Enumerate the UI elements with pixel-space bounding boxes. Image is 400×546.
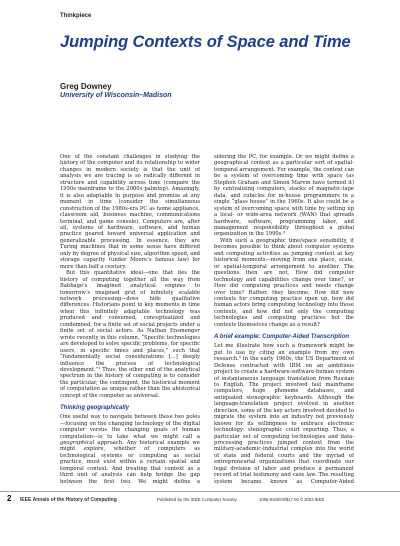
right-column [214,154,354,484]
footer-divider [0,491,400,492]
page-number: 2 [7,494,12,503]
article-title: Jumping Contexts of Space and Time [60,33,351,51]
publisher-line: Published by the IEEE Computer Society [157,497,237,502]
section-kicker: Thinkpiece [60,13,92,19]
paragraph-text: approach. Any historical example we might explore, whether of computers as technological systems or computing as social practice, must exist within a certain spatial and temporal context. And treating that context as a third unit of analysis can help bridge the gap between the first two. We might define a [60,440,200,484]
author-affiliation: University of Wisconsin–Madison [60,92,172,99]
paragraph: But this quantitative ideal—one that ties the history of computing together all the way from Babbage’s imagined analytical engines to tomorrow’s imagined grid of infinitely scalable network processing—does hide qualitative differences. Historians point to key moments in time when this infinitely adaptable technology was produced and consumed, conceptualized and condemned, for a finite set of social projects under a finite set of social actors. As Nathan Ensmenger wrote recently in this column, “Specific technologies are developed to solve specific problems, for specific users, in specific times and places,” such that “fundamentally social considerations [...] deeply influence the process of technological development.”¹ Thus, the other end of the analytical spectrum in the history of computing is to consider the particular, the contingent, the historical moment of computation as unique rather than the ahistorical concept of the computer as universal. [60,270,200,399]
paragraph-text: One useful way to navigate between these two poles—focusing on the changing technology of the digital computer versus the changing goals of human computation—is to take what we might call a [60,414,200,440]
issn-line: 1058-6180/03/$17.00 © 2003 IEEE [259,497,325,502]
journal-name: IEEE Annals of the History of Computing [20,497,117,503]
section-heading: A brief example: Computer-Aided Transcription [214,334,350,341]
paragraph [60,414,200,484]
author-name: Greg Downey [60,82,112,91]
section-heading: Thinking geographically [60,405,130,412]
emphasis-text: geographical [60,440,95,447]
paragraph: Let me illustrate how such a framework might be put to use by citing an example from my own research.³ In the early 1960s, the US Department of Defense contracted with IBM on an ambitious project to create a hardware-software-human system of instantaneous language translation from Russian to English. The project involved fast mainframe computers, huge phoneme databases, and antiquated stenographic keyboards. Although the language-translation project evolved in another direction, some of the key actors involved decided to migrate the system into an industry not previously known for its willingness to embrace electronic technology: stenographic court reporting. Thus, a particular set of computing technologies and data-processing practices jumped context from the military-academic-industrial complex into the world of state and federal courts and the myriad of entrepreneurial organizations that coordinate our legal division of labor and produce a permanent record of trial testimony and case law. The resulting system became known as Computer-Aided [214,343,354,484]
paragraph: sidering the PC, for example. Or we might define a geographical context as a particular sort of spatial-temporal arrangement. For example, the context can be a system of overcoming time with space (as Stephen Graham and Simon Marvin have termed it) by centralizing computers, stacks of magnetic-tape data, and cubicles for in-house programmers in a single “glass house” in the 1960s. It also could be a system of overcoming space with time by setting up a local- or wide-area network (WAN) that spreads hardware, software, programming labor, and management responsibility throughout a global organization in the 1990s.² [214,154,354,238]
paragraph: With such a geographic time/space sensibility, it becomes possible to think about computer systems and computing activities as jumping context at key historical moments—moving from one place, scale, or spatial-temporal arrangement to another. The questions then are not, How did computer technology and capabilities change over time?, or How did computing practices and needs change over time? Rather, they become, How did new contexts for computing practice open up, how did human actors bring computing technology into those contexts, and how did not only the computing technologies and computing practices but the contexts themselves change as a result? [214,237,354,328]
page-footer [0,495,400,507]
paragraph: One of the constant challenges in studying the history of the computer and its relationship to wider changes in modern society is that the unit of analysis we are tracing is so radically different in structure and capability across time (compare the 1950s mainframe to the 2000s palmtop). Amazingly, it is also adaptable in purpose and promise at any moment in time (consider the simultaneous construction of the 1980s-era PC as home appliance, classroom aid, business machine, communications terminal, and game console). Computers are, after all, systems of hardware, software, and human practice geared toward universal application and generalizable processing. In essence, they are Turing machines that in some sense have differed only by degree of physical size, algorithm speed, and storage capacity (under Moore’s famous law) for more than half a century. [60,154,200,270]
left-column [60,154,200,484]
